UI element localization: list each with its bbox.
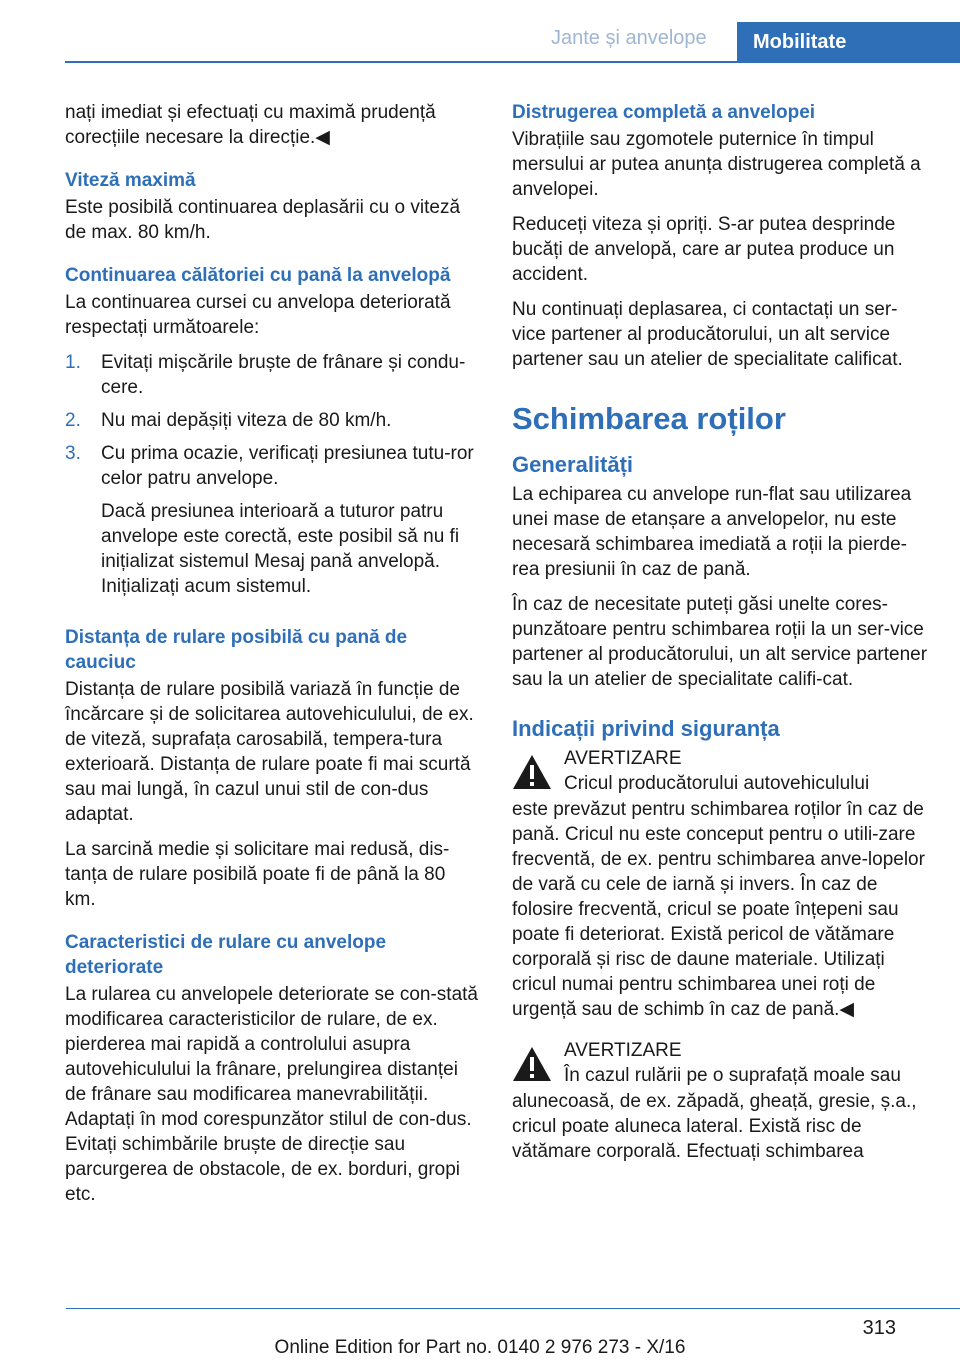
right-column (512, 100, 928, 1174)
general-heading: Generalități (512, 452, 634, 477)
destruction-text-3: Nu continuați deplasarea, ci contactați un ser-vice partener al producătorului, un alt service partener sau un atelier de specialitate calificat. (512, 299, 903, 370)
max-speed-heading: Viteză maximă (65, 170, 196, 191)
list-text: Cu prima ocazie, verificați presiunea tutu-ror celor patru anvelope. (101, 443, 474, 489)
destruction-text-1: Vibrațiile sau zgomotele puternice în timpul mersului ar putea anunța distrugerea completă a anvelopei. (512, 129, 921, 200)
header-chapter-tab: Mobilitate (737, 22, 960, 63)
list-text: Evitați mișcările bruște de frânare și condu-cere. (101, 352, 466, 398)
warning-text: este prevăzut pentru schimbarea roților în caz de pană. Cricul nu este conceput pentru o utili-zare frecventă, de ex. pentru schimbarea anve-lopelor de vară cu cele de iarnă și invers. În caz de folosire frecventă, cricul se poate înțepeni sau poate fi deteriorat. Există pericol de vătămare corporală și risc de daune materiale. Utilizați cricul numai pentru schimbarea unei roți de urgență sau de schimb în caz de pană.◀ (512, 799, 925, 1020)
destruction-heading: Distrugerea completă a anvelopei (512, 102, 816, 123)
characteristics-heading: Caracteristici de rulare cu anvelope deteriorate (65, 932, 387, 978)
distance-heading: Distanța de rulare posibilă cu pană de cauciuc (65, 627, 408, 673)
list-body (101, 441, 480, 607)
warning-triangle-icon (512, 1046, 564, 1089)
wheel-change-title: Schimbarea roților (512, 401, 786, 436)
list-number: 2. (65, 410, 81, 431)
distance-text-1: Distanța de rulare posibilă variază în funcție de încărcare și de solicitarea autovehiculului, de ex. de viteză, suprafața carosabilă, tempera-tura exterioară. Distanța de rulare poate fi mai scurtă sau mai lungă, în cazul unui stil de con-dus adaptat. (65, 679, 474, 825)
warning-triangle-icon (512, 754, 564, 797)
edition-footer: Online Edition for Part no. 0140 2 976 273 - X/16 (274, 1337, 686, 1358)
warning-text: alunecoasă, de ex. zăpadă, gheață, gresie, ș.a., cricul poate aluneca lateral. Există risc de vătămare corporală. Efectuați schimbarea (512, 1091, 917, 1162)
destruction-text-2: Reduceți viteza și opriți. S-ar putea desprinde bucăți de anvelopă, care ar putea produce un accident. (512, 214, 896, 285)
warning-first-line: Cricul producătorului autovehiculului (564, 773, 870, 794)
page-number: 313 (862, 1317, 896, 1339)
general-text-2: În caz de necesitate puteți găsi unelte cores-punzătoare pentru schimbarea roții la un ser-vice partener al producătorului, un alt service partener sau la un atelier de specialitate califi-cat. (512, 594, 928, 690)
safety-heading: Indicații privind siguranța (512, 716, 780, 741)
list-number: 1. (65, 352, 81, 373)
characteristics-text: La rularea cu anvelopele deteriorate se con-stată modificarea caracteristicilor de rulare, de ex. pierderea mai rapidă a controlului asupra autovehiculului la frânare, prelungirea distanței de frânare sau modificarea manevrabilității. Adaptați în mod corespunzător stilul de con-dus. Evitați schimbările bruște de direcție sau parcurgerea de obstacole, de ex. borduri, gropi etc. (65, 984, 478, 1205)
continue-heading: Continuarea călătoriei cu pană la anvelopă (65, 265, 451, 286)
max-speed-text: Este posibilă continuarea deplasării cu o viteză de max. 80 km/h. (65, 197, 461, 243)
intro-paragraph: nați imediat și efectuați cu maximă prudență corecțiile necesare la direcție.◀ (65, 102, 436, 148)
left-column (65, 100, 480, 1217)
list-item (65, 350, 480, 400)
continue-steps (65, 350, 480, 607)
header-section-label: Jante și anvelope (551, 27, 707, 49)
warning-label: AVERTIZARE (564, 1040, 682, 1061)
warning-first-line: În cazul rulării pe o suprafață moale sau (564, 1065, 901, 1086)
list-item (65, 408, 480, 433)
continue-text: La continuarea cursei cu anvelopa deteriorată respectați următoarele: (65, 292, 451, 338)
list-text: Nu mai depășiți viteza de 80 km/h. (101, 410, 392, 431)
list-item (65, 441, 480, 607)
list-number: 3. (65, 443, 81, 464)
warning-box (512, 1038, 928, 1164)
list-subtext: Dacă presiunea interioară a tuturor patru anvelope este corectă, este posibil să nu fi inițializat sistemul Mesaj pană anvelopă. Inițializați acum sistemul. (101, 501, 460, 597)
warning-label: AVERTIZARE (564, 748, 682, 769)
general-text-1: La echiparea cu anvelope run-flat sau utilizarea unei mase de etanșare a anvelopelor, nu este necesară schimbarea imediată a roții la pierde-rea presiunii în caz de pană. (512, 484, 912, 580)
footer-rule (66, 1308, 960, 1309)
distance-text-2: La sarcină medie și solicitare mai redusă, dis-tanța de rulare posibilă poate fi de până la 80 km. (65, 839, 450, 910)
warning-box (512, 746, 928, 1022)
